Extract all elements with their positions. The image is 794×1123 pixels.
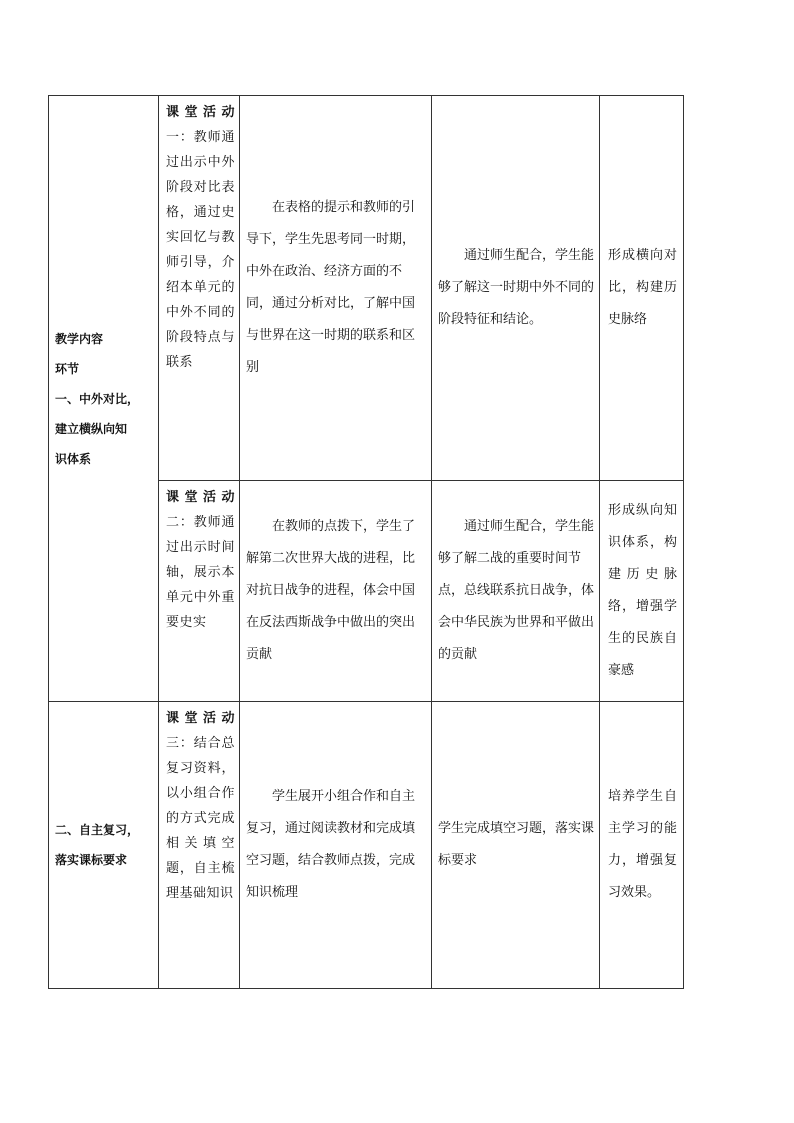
lesson-plan-table [48,95,684,989]
activity-lead: 课堂活动 [166,711,235,726]
section-line: 识体系 [55,451,92,466]
section-cell-2 [49,702,159,989]
activity-body: 一：教师通过出示中外阶段对比表格，通过史实回忆与教师引导，介绍本单元的中外不同的阶段特点与联系 [166,130,235,370]
student-activity-cell: 在表格的提示和教师的引导下，学生先思考同一时期，中外在政治、经济方面的不同，通过分析对比，了解中国与世界在这一时期的联系和区别 [240,96,432,481]
table-row [49,702,684,989]
expected-effect-cell: 通过师生配合，学生能够了解这一时期中外不同的阶段特征和结论。 [432,96,600,481]
activity-lead: 课堂活动 [166,105,235,120]
activity-cell [159,96,240,481]
section-line: 建立横纵向知 [55,421,128,436]
section-line: 教学内容 [55,331,104,346]
student-activity-cell: 学生展开小组合作和自主复习，通过阅读教材和完成填空习题，结合教师点拨，完成知识梳理 [240,702,432,989]
activity-body: 三：结合总复习资料，以小组合作的方式完成相关填空题，自主梳理基础知识 [166,736,235,901]
section-line: 一、中外对比， [55,391,140,406]
student-activity-cell: 在教师的点拨下，学生了解第二次世界大战的进程，比对抗日战争的进程，体会中国在反法西斯战争中做出的突出贡献 [240,481,432,702]
section-line: 落实课标要求 [55,853,128,867]
activity-body: 二：教师通过出示时间轴，展示本单元中外重要史实 [166,515,235,630]
activity-lead: 课堂活动 [166,490,235,505]
design-intent-cell: 形成纵向知识体系，构建历史脉络，增强学生的民族自豪感 [600,481,684,702]
design-intent-cell: 培养学生自主学习的能力，增强复习效果。 [600,702,684,989]
activity-cell [159,702,240,989]
expected-effect-cell: 通过师生配合，学生能够了解二战的重要时间节点，总线联系抗日战争，体会中华民族为世界和平做出的贡献 [432,481,600,702]
section-cell-1 [49,96,159,702]
activity-cell [159,481,240,702]
section-line: 环节 [55,361,80,376]
section-line: 二、自主复习， [55,823,140,837]
expected-effect-cell: 学生完成填空习题，落实课标要求 [432,702,600,989]
design-intent-cell: 形成横向对比，构建历史脉络 [600,96,684,481]
table-row [49,96,684,481]
